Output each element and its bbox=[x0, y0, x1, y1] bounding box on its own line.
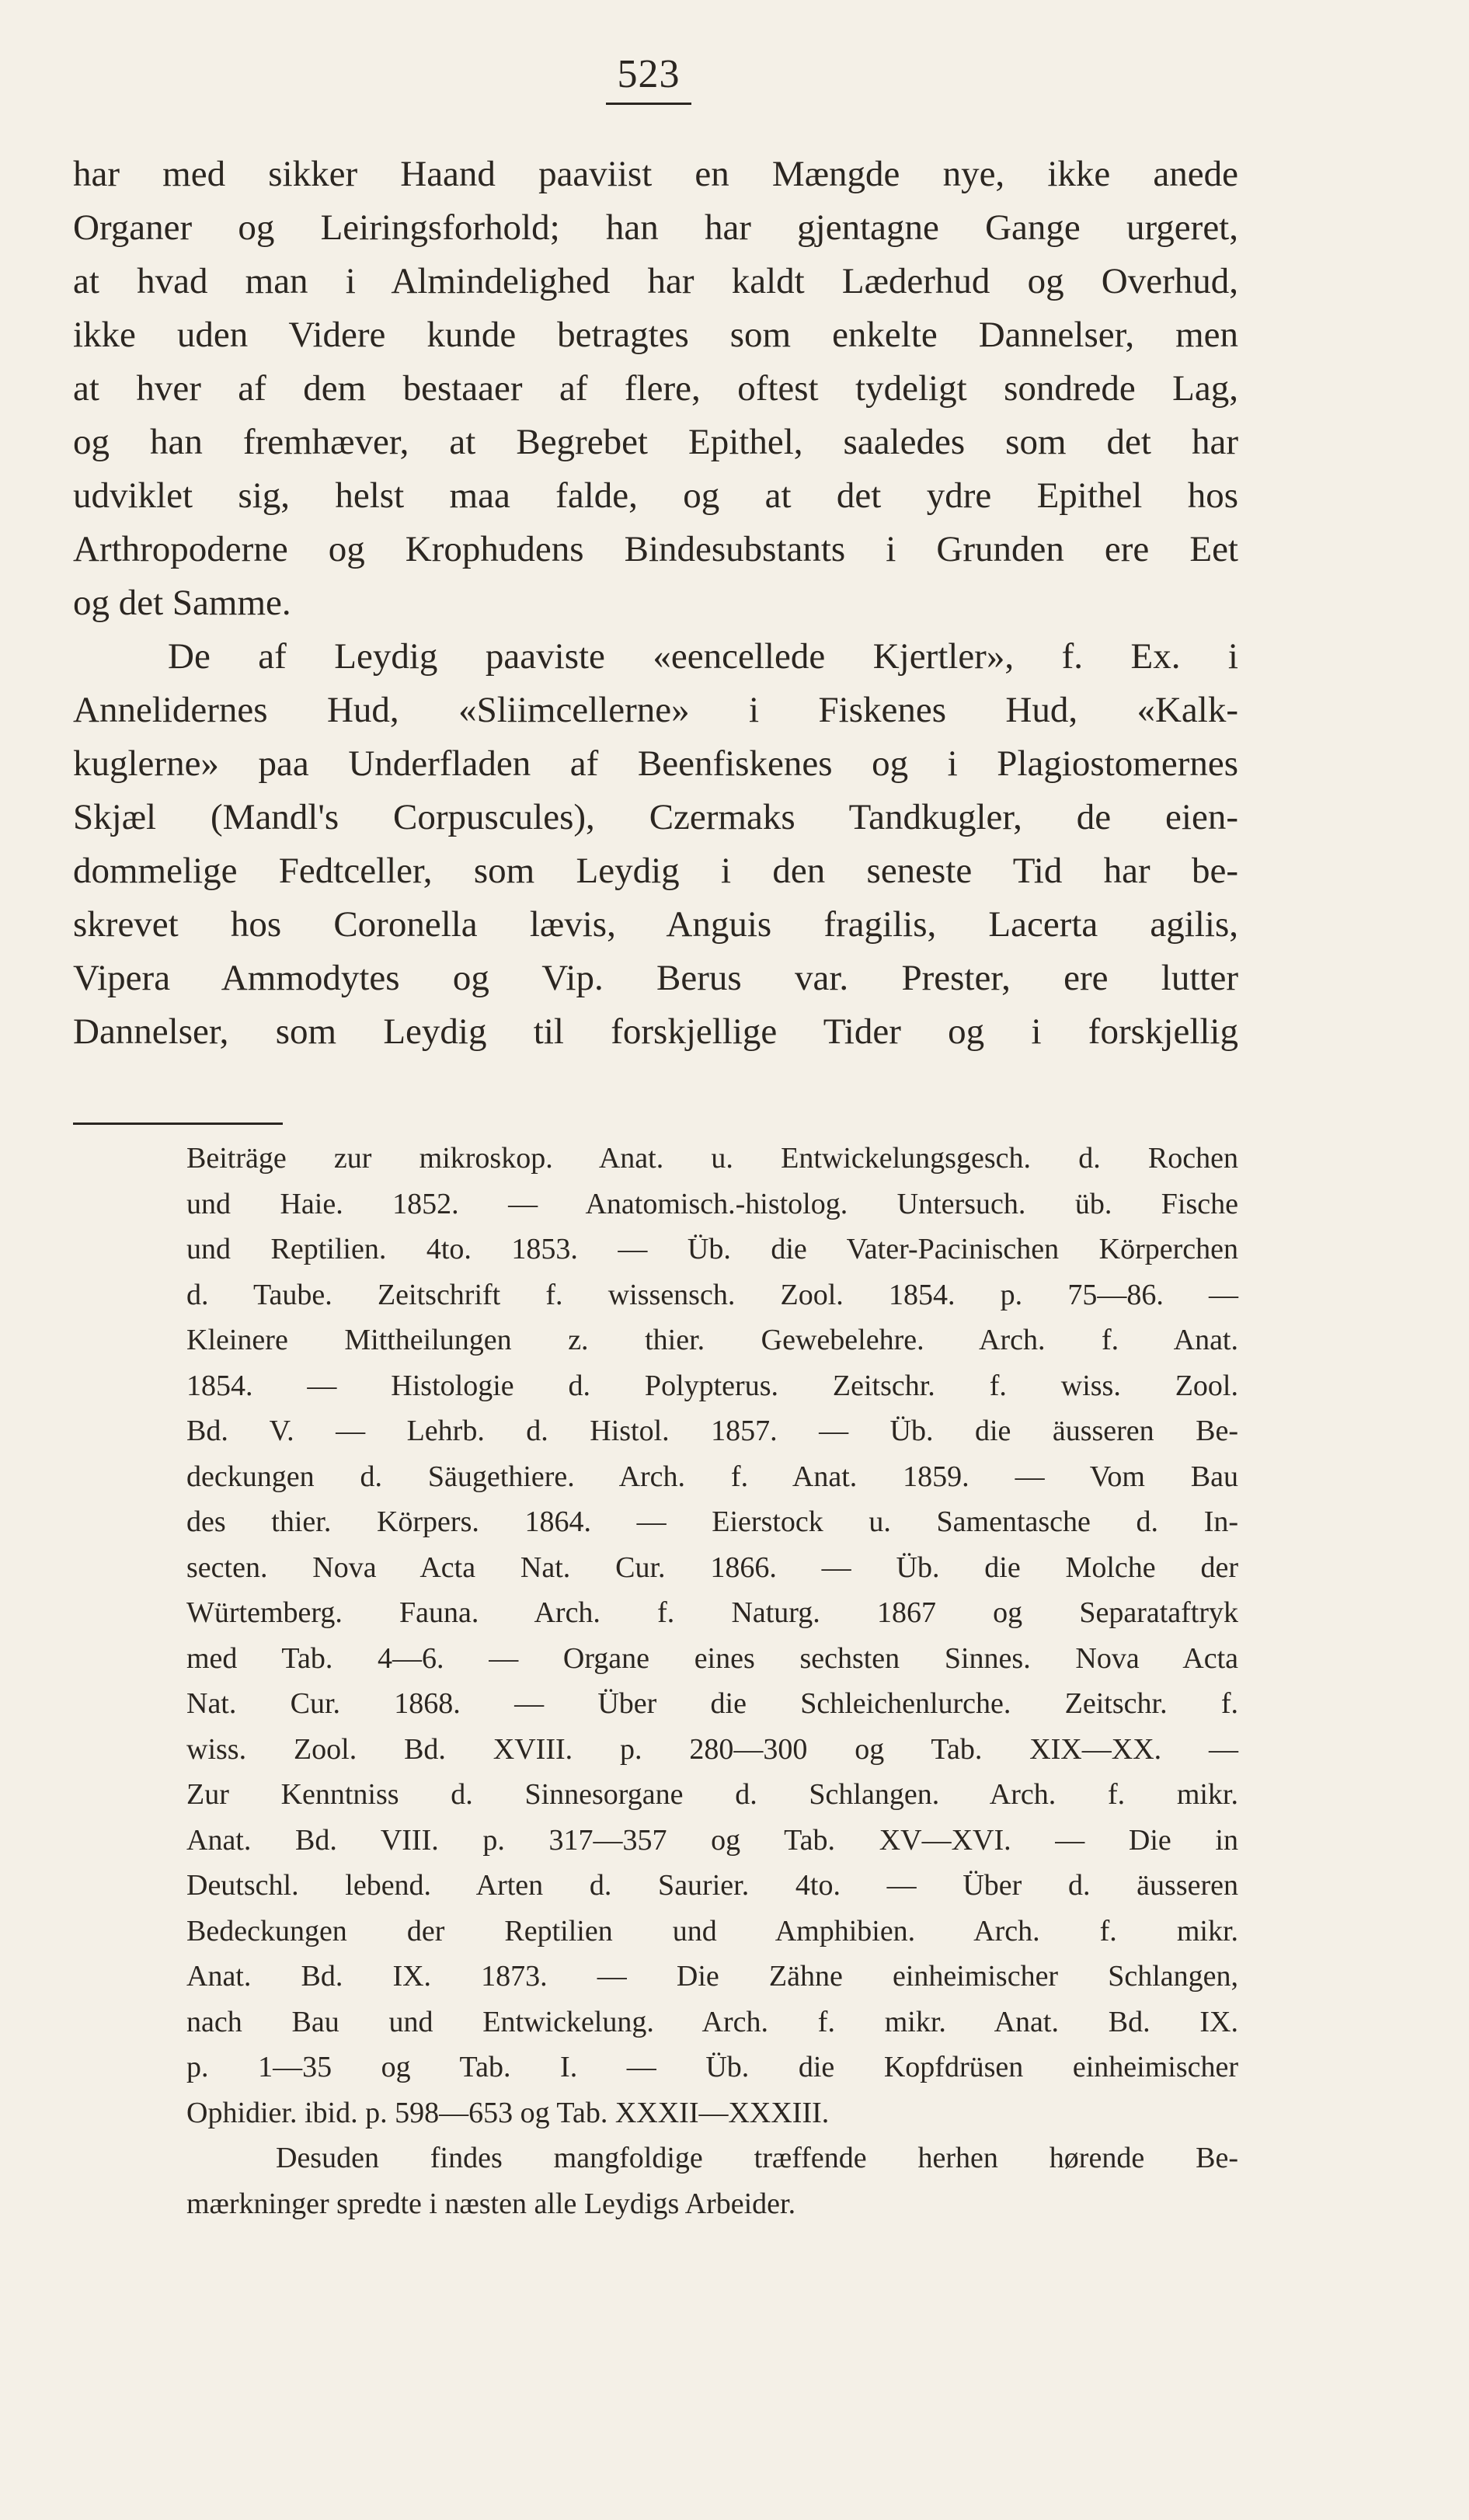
footnote-line: p. 1—35 og Tab. I. — Üb. die Kopfdrüsen einheimischer bbox=[186, 2051, 1238, 2083]
footnote-line: Nat. Cur. 1868. — Über die Schleichenlurche. Zeitschr. f. bbox=[186, 1687, 1238, 1720]
footnote-line: med Tab. 4—6. — Organe eines sechsten Sinnes. Nova Acta bbox=[186, 1641, 1238, 1675]
body-line: Vipera Ammodytes og Vip. Berus var. Prester, ere lutter bbox=[73, 958, 1238, 998]
footnote-line: Kleinere Mittheilungen z. thier. Gewebelehre. Arch. f. Anat. bbox=[186, 1324, 1238, 1356]
footnote-line: Bedeckungen der Reptilien und Amphibien. Arch. f. mikr. bbox=[186, 1914, 1238, 1947]
body-line: Skjæl (Mandl's Corpuscules), Czermaks Tandkugler, de eien- bbox=[73, 797, 1238, 837]
footnote-line: deckungen d. Säugethiere. Arch. f. Anat. 1859. — Vom Bau bbox=[186, 1460, 1238, 1493]
footnote-line: Anat. Bd. IX. 1873. — Die Zähne einheimischer Schlangen, bbox=[186, 1960, 1238, 1993]
body-line: Organer og Leiringsforhold; han har gjentagne Gange urgeret, bbox=[73, 207, 1238, 248]
footnote-block bbox=[186, 1136, 1238, 2226]
footnote-line: und Reptilien. 4to. 1853. — Üb. die Vater-Pacinischen Körperchen bbox=[186, 1233, 1238, 1265]
footnote-line: d. Taube. Zeitschrift f. wissensch. Zool. 1854. p. 75—86. — bbox=[186, 1278, 1238, 1311]
footnote-separator bbox=[73, 1123, 283, 1125]
body-line: Annelidernes Hud, «Sliimcellerne» i Fiskenes Hud, «Kalk- bbox=[73, 690, 1238, 730]
footnote-line: des thier. Körpers. 1864. — Eierstock u. Samentasche d. In- bbox=[186, 1505, 1238, 1538]
footnote-line: secten. Nova Acta Nat. Cur. 1866. — Üb. die Molche der bbox=[186, 1551, 1238, 1584]
page-number: 523 bbox=[606, 47, 691, 105]
footnote-line: wiss. Zool. Bd. XVIII. p. 280—300 og Tab. XIX—XX. — bbox=[186, 1732, 1238, 1766]
body-line: Dannelser, som Leydig til forskjellige Tider og i forskjellig bbox=[73, 1011, 1238, 1052]
footnote-line: Würtemberg. Fauna. Arch. f. Naturg. 1867 og Separataftryk bbox=[186, 1596, 1238, 1629]
body-line: og han fremhæver, at Begrebet Epithel, saaledes som det har bbox=[73, 422, 1238, 462]
footnote-line: und Haie. 1852. — Anatomisch.-histolog. Untersuch. üb. Fische bbox=[186, 1187, 1238, 1220]
footnote-line: Bd. V. — Lehrb. d. Histol. 1857. — Üb. die äusseren Be- bbox=[186, 1415, 1238, 1447]
body-line: har med sikker Haand paaviist en Mængde nye, ikke anede bbox=[73, 154, 1238, 194]
footnote-line: Anat. Bd. VIII. p. 317—357 og Tab. XV—XVI. — Die in bbox=[186, 1823, 1238, 1857]
main-text-block bbox=[73, 148, 1238, 1059]
footnote-line: Zur Kenntniss d. Sinnesorgane d. Schlangen. Arch. f. mikr. bbox=[186, 1778, 1238, 1811]
body-line: ikke uden Videre kunde betragtes som enkelte Dannelser, men bbox=[73, 315, 1238, 355]
footnote-line: Beiträge zur mikroskop. Anat. u. Entwickelungsgesch. d. Rochen bbox=[186, 1142, 1238, 1175]
body-line: at hvad man i Almindelighed har kaldt Læderhud og Overhud, bbox=[73, 261, 1238, 301]
footnote-line: Desuden findes mangfoldige træffende herhen hørende Be- bbox=[276, 2142, 1238, 2174]
body-line: dommelige Fedtceller, som Leydig i den seneste Tid har be- bbox=[73, 851, 1238, 891]
footnote-line: 1854. — Histologie d. Polypterus. Zeitschr. f. wiss. Zool. bbox=[186, 1369, 1238, 1402]
body-line: skrevet hos Coronella lævis, Anguis fragilis, Lacerta agilis, bbox=[73, 904, 1238, 945]
body-line: Arthropoderne og Krophudens Bindesubstants i Grunden ere Eet bbox=[73, 529, 1238, 569]
footnote-line: nach Bau und Entwickelung. Arch. f. mikr. Anat. Bd. IX. bbox=[186, 2005, 1238, 2038]
body-line: at hver af dem bestaaer af flere, oftest tydeligt sondrede Lag, bbox=[73, 368, 1238, 409]
body-line: De af Leydig paaviste «eencellede Kjertler», f. Ex. i bbox=[168, 636, 1238, 677]
footnote-line: Ophidier. ibid. p. 598—653 og Tab. XXXII—XXXIII. bbox=[186, 2096, 830, 2129]
body-line: udviklet sig, helst maa falde, og at det ydre Epithel hos bbox=[73, 475, 1238, 516]
footnote-line: mærkninger spredte i næsten alle Leydigs Arbeider. bbox=[186, 2187, 796, 2220]
body-line: kuglerne» paa Underfladen af Beenfiskenes og i Plagiostomernes bbox=[73, 743, 1238, 784]
body-line: og det Samme. bbox=[73, 583, 291, 623]
footnote-line: Deutschl. lebend. Arten d. Saurier. 4to. — Über d. äusseren bbox=[186, 1869, 1238, 1902]
